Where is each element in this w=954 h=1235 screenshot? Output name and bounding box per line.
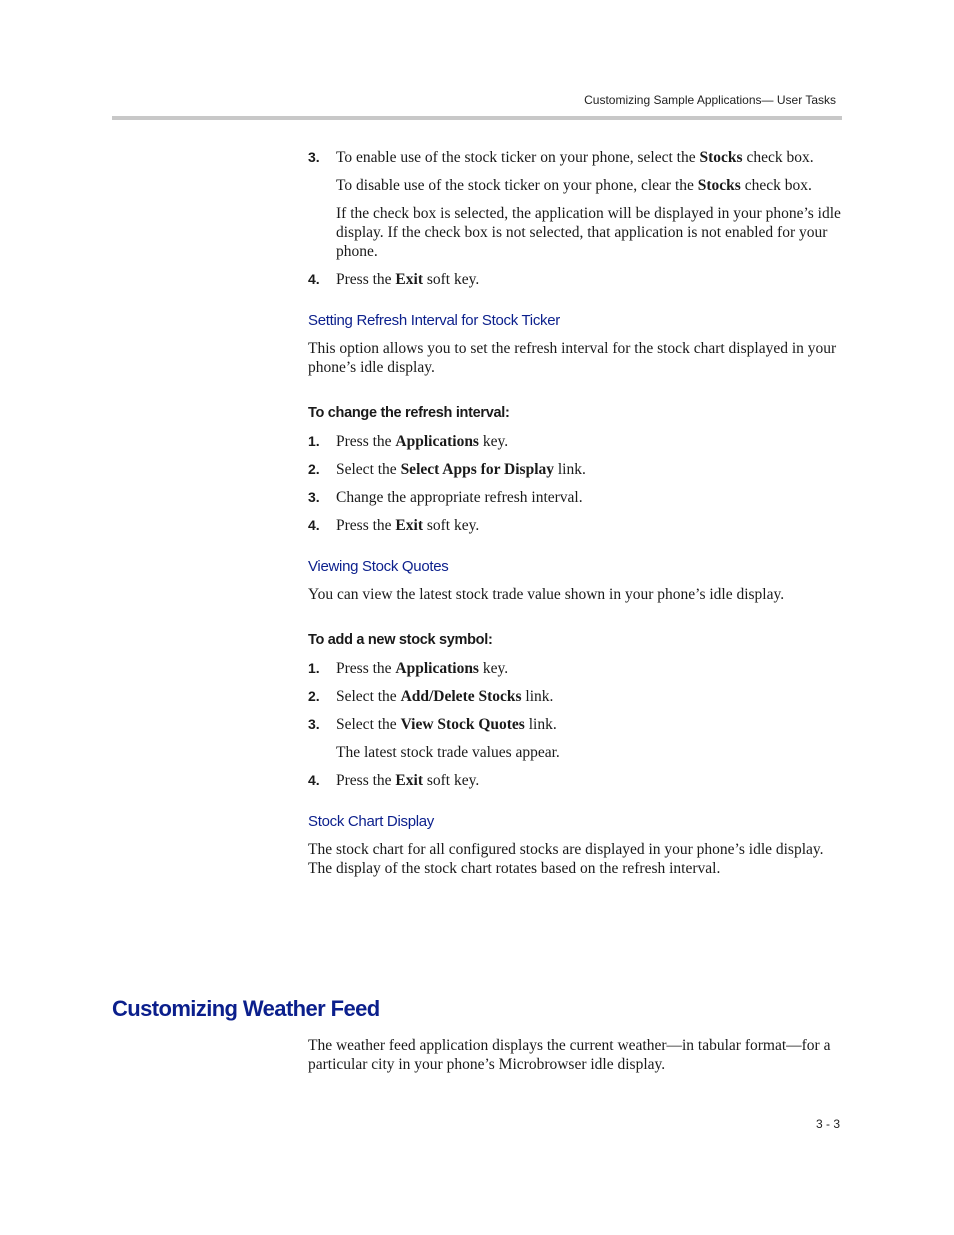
step-number: 1. — [308, 433, 320, 449]
stock-chart-body: The stock chart for all configured stocks are displayed in your phone’s idle display. The display of the stock chart rotates based on the refresh interval. — [308, 841, 824, 877]
heading-refresh-interval: Setting Refresh Interval for Stock Ticker — [308, 312, 560, 329]
step-number: 4. — [308, 271, 320, 287]
heading-stock-chart-display: Stock Chart Display — [308, 813, 435, 830]
step-disable-stocks: To disable use of the stock ticker on your phone, clear the Stocks check box. — [336, 177, 812, 194]
quotes-step-1: 1. Press the Applications key. — [308, 660, 509, 677]
refresh-step-3: 3. Change the appropriate refresh interval. — [308, 489, 583, 506]
procedure-refresh: To change the refresh interval: — [308, 405, 510, 421]
step-enable-stocks: 3. To enable use of the stock ticker on your phone, select the Stocks check box. — [308, 149, 814, 166]
step-number: 4. — [308, 772, 320, 788]
refresh-step-2: 2. Select the Select Apps for Display link. — [308, 461, 586, 478]
quotes-step-2: 2. Select the Add/Delete Stocks link. — [308, 688, 554, 705]
step-number: 4. — [308, 517, 320, 533]
step-number: 3. — [308, 149, 320, 165]
step-number: 1. — [308, 660, 320, 676]
quotes-step-4: 4. Press the Exit soft key. — [308, 772, 480, 789]
step-press-exit: 4. Press the Exit soft key. — [308, 271, 480, 288]
quotes-step-3-result: The latest stock trade values appear. — [336, 744, 560, 761]
step-checkbox-note: If the check box is selected, the application will be displayed in your phone’s idle display. If the check box is not selected, that application is not enabled for your phone. — [336, 205, 841, 260]
step-number: 2. — [308, 461, 320, 477]
procedure-add-stock: To add a new stock symbol: — [308, 632, 493, 648]
running-header: Customizing Sample Applications— User Tasks — [584, 93, 836, 107]
header-rule — [112, 116, 842, 120]
quotes-step-3: 3. Select the View Stock Quotes link. — [308, 716, 557, 733]
refresh-intro: This option allows you to set the refresh interval for the stock chart displayed in your phone’s idle display. — [308, 340, 837, 376]
refresh-step-1: 1. Press the Applications key. — [308, 433, 509, 450]
main-content — [308, 148, 844, 887]
quotes-intro: You can view the latest stock trade value shown in your phone’s idle display. — [308, 586, 785, 603]
weather-body: The weather feed application displays the current weather—in tabular format—for a particular city in your phone’s Microbrowser idle display. — [308, 1037, 831, 1073]
refresh-step-4: 4. Press the Exit soft key. — [308, 517, 480, 534]
page-number: 3 - 3 — [815, 1117, 840, 1131]
step-number: 3. — [308, 716, 320, 732]
heading-weather-feed: Customizing Weather Feed — [112, 996, 380, 1021]
heading-viewing-quotes: Viewing Stock Quotes — [308, 558, 449, 575]
step-number: 3. — [308, 489, 320, 505]
step-number: 2. — [308, 688, 320, 704]
